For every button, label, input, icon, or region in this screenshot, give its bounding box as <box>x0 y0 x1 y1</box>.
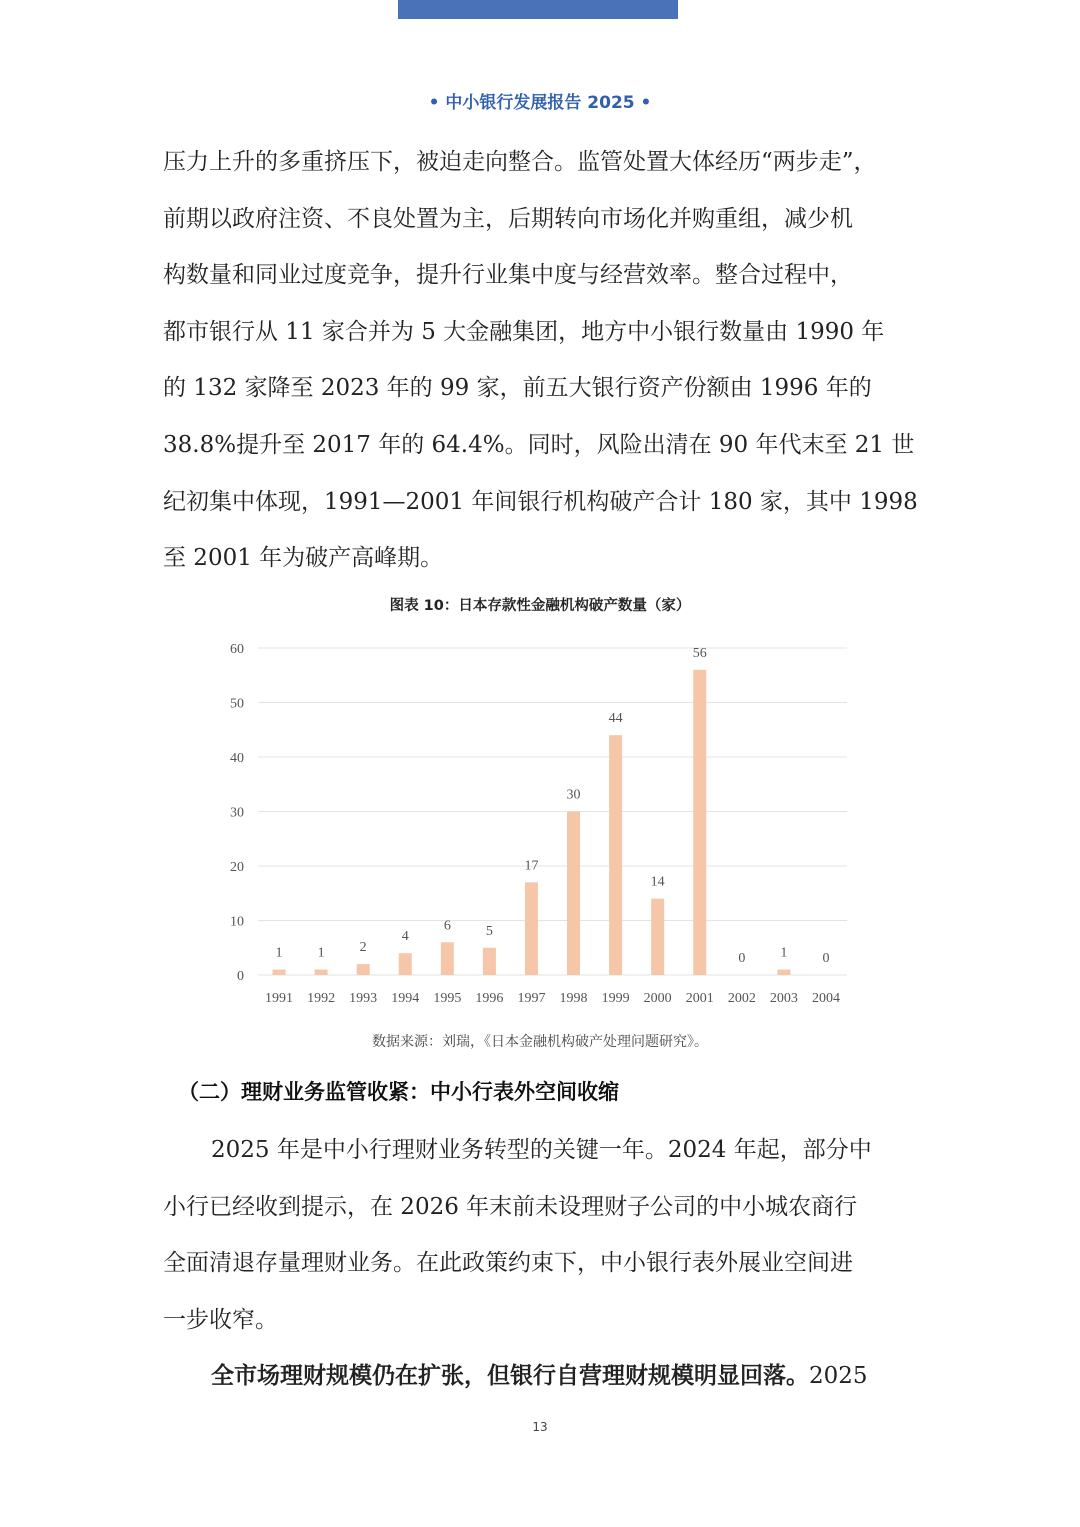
y-tick-label: 20 <box>230 860 244 875</box>
body-paragraph-3 <box>163 1348 919 1405</box>
bar <box>525 882 538 975</box>
data-label: 17 <box>524 858 539 874</box>
text-line: 至 2001 年为破产高峰期。 <box>163 545 444 572</box>
header-tab-bar <box>398 0 678 19</box>
y-tick-label: 0 <box>237 969 244 984</box>
x-tick-label: 1991 <box>265 991 294 1006</box>
data-label: 2 <box>359 940 367 956</box>
data-label: 0 <box>822 951 830 966</box>
bar <box>693 670 706 975</box>
data-label: 0 <box>738 951 746 966</box>
x-tick-label: 1995 <box>433 991 462 1006</box>
x-tick-label: 1999 <box>601 991 630 1006</box>
text-line: 都市银行从 11 家合并为 5 大金融集团，地方中小银行数量由 1990 年 <box>163 318 885 345</box>
text-line: 38.8%提升至 2017 年的 64.4%。同时，风险出清在 90 年代末至 21 世 <box>163 431 915 458</box>
section-heading: （二）理财业务监管收紧：中小行表外空间收缩 <box>178 1080 619 1104</box>
y-tick-label: 10 <box>230 914 244 930</box>
x-tick-label: 1993 <box>349 991 378 1006</box>
data-label: 44 <box>608 711 623 727</box>
text-line: 全面清退存量理财业务。在此政策约束下，中小银行表外展业空间进 <box>163 1250 853 1277</box>
text-line <box>163 1348 919 1405</box>
bold-lead-sentence: 全市场理财规模仍在扩张，但银行自营理财规模明显回落。 <box>211 1362 809 1389</box>
body-paragraph-1 <box>163 134 919 587</box>
x-tick-label: 2004 <box>811 991 840 1006</box>
text-line: 构数量和同业过度竞争，提升行业集中度与经营效率。整合过程中， <box>163 262 853 289</box>
bank-failures-bar-chart <box>210 628 860 1018</box>
data-label: 1 <box>275 945 283 961</box>
x-tick-label: 2000 <box>643 991 672 1006</box>
text-tail: 2025 <box>809 1363 868 1389</box>
x-tick-label: 2001 <box>685 991 714 1006</box>
bar <box>441 942 454 975</box>
bar <box>357 964 370 975</box>
data-label: 4 <box>401 929 409 945</box>
text-line: 纪初集中体现，1991—2001 年间银行机构破产合计 180 家，其中 1998 <box>163 488 918 515</box>
bar <box>273 970 286 975</box>
text-line: 压力上升的多重挤压下，被迫走向整合。监管处置大体经历“两步走”， <box>163 149 877 175</box>
y-tick-label: 60 <box>230 642 244 657</box>
data-label: 14 <box>650 874 665 890</box>
y-tick-label: 50 <box>230 696 244 712</box>
x-tick-label: 1997 <box>517 991 546 1006</box>
bar <box>609 735 622 975</box>
x-tick-label: 1994 <box>391 991 420 1006</box>
text-line: 前期以政府注资、不良处置为主，后期转向市场化并购重组，减少机 <box>163 205 853 232</box>
text-line: 的 132 家降至 2023 年的 99 家，前五大银行资产份额由 1996 年的 <box>163 375 872 402</box>
figure-source-note: 数据来源：刘瑞，《日本金融机构破产处理问题研究》。 <box>372 1034 708 1050</box>
x-tick-label: 1992 <box>307 991 336 1006</box>
x-tick-label: 2003 <box>769 991 798 1006</box>
text-line: 小行已经收到提示，在 2026 年末前未设理财子公司的中小城农商行 <box>163 1193 858 1220</box>
x-tick-label: 2002 <box>727 991 756 1006</box>
figure-caption: 图表 10：日本存款性金融机构破产数量（家） <box>389 598 691 614</box>
bar <box>399 953 412 975</box>
text-line: 2025 年是中小行理财业务转型的关键一年。2024 年起，部分中 <box>211 1137 872 1163</box>
page-number: 13 <box>532 1420 548 1434</box>
y-tick-label: 40 <box>230 751 244 766</box>
data-label: 5 <box>485 923 493 939</box>
data-label: 30 <box>566 787 581 803</box>
y-tick-label: 30 <box>230 805 244 821</box>
data-label: 1 <box>780 945 788 961</box>
running-header: • 中小银行发展报告 2025 • <box>428 93 652 113</box>
x-tick-label: 1996 <box>475 991 504 1006</box>
bar <box>315 970 328 975</box>
bar <box>777 970 790 975</box>
bar <box>567 812 580 976</box>
bar <box>651 899 664 975</box>
data-label: 56 <box>692 645 707 661</box>
body-paragraph-2 <box>163 1122 919 1348</box>
data-label: 6 <box>443 918 451 934</box>
text-line: 一步收窄。 <box>163 1306 278 1333</box>
bar <box>483 948 496 975</box>
x-tick-label: 1998 <box>559 991 588 1006</box>
data-label: 1 <box>317 945 325 961</box>
